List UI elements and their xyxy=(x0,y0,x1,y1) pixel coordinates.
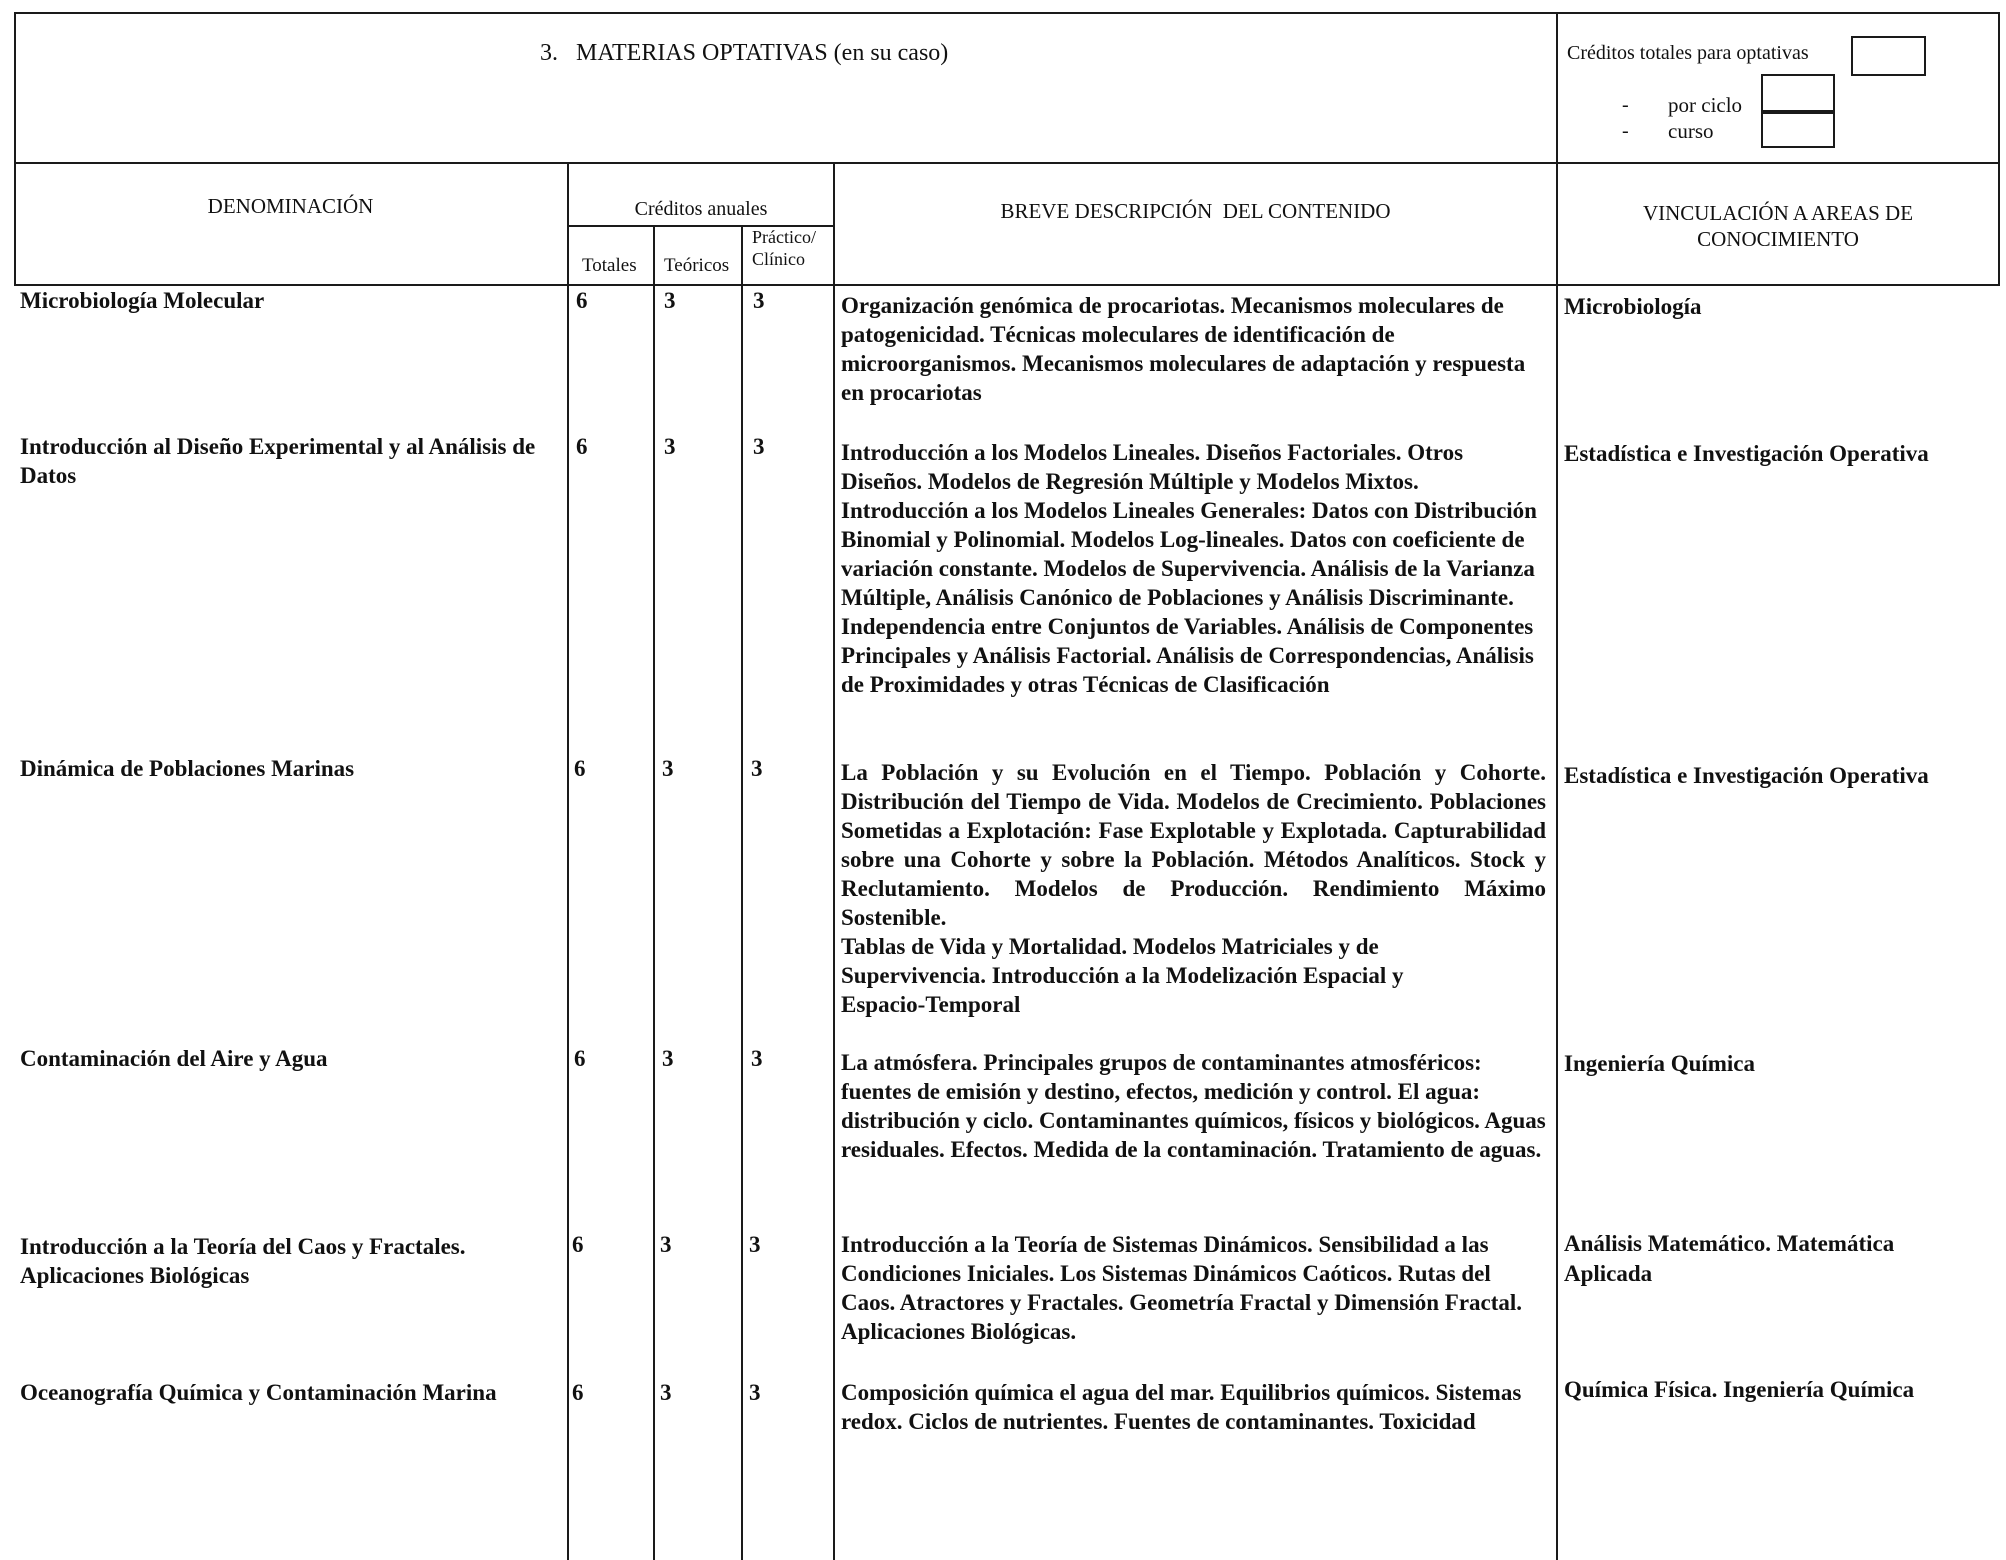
title-band-divider xyxy=(14,162,2000,164)
header-teoricos: Teóricos xyxy=(664,255,730,276)
col-divider-denominacion xyxy=(567,162,569,1560)
subject-description-continued: Tablas de Vida y Mortalidad. Modelos Matriciales y de Supervivencia. Introducción a la Modelización Espacial y Espacio-Temporal xyxy=(841,934,1404,1017)
subject-description: Composición química el agua del mar. Equilibrios químicos. Sistemas redox. Ciclos de nutrientes. Fuentes de contaminantes. Toxicidad xyxy=(841,1380,1522,1434)
subject-description: Organización genómica de procariotas. Mecanismos moleculares de patogenicidad. Técnicas moleculares de identificación de microorganismos. Mecanismos moleculares de adaptación y respuesta en procariotas xyxy=(841,293,1526,405)
subject-name: Dinámica de Poblaciones Marinas xyxy=(20,756,355,781)
credits-teoricos: 3 xyxy=(660,1380,672,1405)
course-box[interactable] xyxy=(1761,110,1835,148)
credits-totales: 6 xyxy=(576,288,588,313)
table-border-top xyxy=(14,12,2000,14)
course-label: curso xyxy=(1668,119,1714,143)
subject-name: Microbiología Molecular xyxy=(20,288,265,313)
credits-teoricos: 3 xyxy=(664,434,676,459)
subject-description: La atmósfera. Principales grupos de contaminantes atmosféricos: fuentes de emisión y destino, efectos, medición y control. El agua: distribución y ciclo. Contaminantes químicos, físicos y biológicos. Aguas residuales. Efectos. Medida de la contaminación. Tratamiento de aguas. xyxy=(841,1050,1546,1162)
header-denominacion: DENOMINACIÓN xyxy=(207,194,374,218)
credits-teoricos: 3 xyxy=(662,1046,674,1071)
table-border-left xyxy=(14,12,16,284)
per-cycle-label: por ciclo xyxy=(1668,93,1743,117)
credits-practicos: 3 xyxy=(749,1380,761,1405)
credits-totales: 6 xyxy=(574,1046,586,1071)
credits-practicos: 3 xyxy=(751,756,763,781)
header-creditos-anuales: Créditos anuales xyxy=(634,198,768,220)
knowledge-area: Estadística e Investigación Operativa xyxy=(1564,763,1929,788)
knowledge-area: Estadística e Investigación Operativa xyxy=(1564,441,1929,466)
credits-total-label: Créditos totales para optativas xyxy=(1567,42,1809,64)
header-descripcion: BREVE DESCRIPCIÓN DEL CONTENIDO xyxy=(1000,199,1391,223)
credits-totales: 6 xyxy=(576,434,588,459)
credits-totales: 6 xyxy=(574,756,586,781)
credits-totales: 6 xyxy=(572,1380,584,1405)
header-totales: Totales xyxy=(582,255,637,276)
credits-practicos: 3 xyxy=(749,1232,761,1257)
subject-description: La Población y su Evolución en el Tiempo. Población y Cohorte. Distribución del Tiempo de Vida. Modelos de Crecimiento. Poblaciones Sometidas a Explotación: Fase Explotable y Explotada. Capturabilidad sobre una Cohorte y sobre la Población. Métodos Analíticos. Stock y Reclutamiento. Modelos de Producción. Rendimiento Máximo Sostenible. xyxy=(841,760,1546,930)
credits-teoricos: 3 xyxy=(662,756,674,781)
subject-description: Introducción a la Teoría de Sistemas Dinámicos. Sensibilidad a las Condiciones Iniciales. Los Sistemas Dinámicos Caóticos. Rutas del Caos. Atractores y Fractales. Geometría Fractal y Dimensión Fractal. Aplicaciones Biológicas. xyxy=(841,1232,1523,1344)
credits-total-box[interactable] xyxy=(1851,36,1926,76)
knowledge-area: Análisis Matemático. Matemática Aplicada xyxy=(1564,1231,1895,1286)
subject-description: Introducción a los Modelos Lineales. Diseños Factoriales. Otros Diseños. Modelos de Regresión Múltiple y Modelos Mixtos. Introducción a los Modelos Lineales Generales: Datos con Distribución Binomial y Polinomial. Modelos Log-lineales. Datos con coeficiente de variación constante. Modelos de Supervivencia. Análisis de la Varianza Múltiple, Análisis Canónico de Poblaciones y Análisis Discriminante. Independencia entre Conjuntos de Variables. Análisis de Componentes Principales y Análisis Factorial. Análisis de Correspondencias, Análisis de Proximidades y otras Técnicas de Clasificación xyxy=(841,440,1537,697)
header-practico: Práctico/ Clínico xyxy=(752,227,816,269)
credits-teoricos: 3 xyxy=(660,1232,672,1257)
course-dash: - xyxy=(1622,120,1629,142)
per-cycle-box[interactable] xyxy=(1761,74,1835,114)
knowledge-area: Química Física. Ingeniería Química xyxy=(1564,1377,1915,1402)
knowledge-area: Ingeniería Química xyxy=(1564,1051,1756,1076)
col-divider-teoricos xyxy=(741,225,743,1560)
section-title: 3. MATERIAS OPTATIVAS (en su caso) xyxy=(540,40,949,66)
per-cycle-dash: - xyxy=(1622,94,1629,116)
credits-practicos: 3 xyxy=(751,1046,763,1071)
credits-teoricos: 3 xyxy=(664,288,676,313)
credits-totales: 6 xyxy=(572,1232,584,1257)
header-vinculacion: VINCULACIÓN A AREAS DE CONOCIMIENTO xyxy=(1642,201,1914,251)
col-divider-practico xyxy=(833,162,835,1560)
subject-name: Oceanografía Química y Contaminación Marina xyxy=(20,1380,497,1405)
subject-name: Contaminación del Aire y Agua xyxy=(20,1046,328,1071)
credits-practicos: 3 xyxy=(753,288,765,313)
table-border-right xyxy=(1998,12,2000,284)
credits-practicos: 3 xyxy=(753,434,765,459)
subject-name: Introducción a la Teoría del Caos y Fractales. Aplicaciones Biológicas xyxy=(20,1234,466,1288)
col-divider-totales xyxy=(653,225,655,1560)
knowledge-area: Microbiología xyxy=(1564,294,1702,319)
subject-name: Introducción al Diseño Experimental y al Análisis de Datos xyxy=(20,434,536,488)
